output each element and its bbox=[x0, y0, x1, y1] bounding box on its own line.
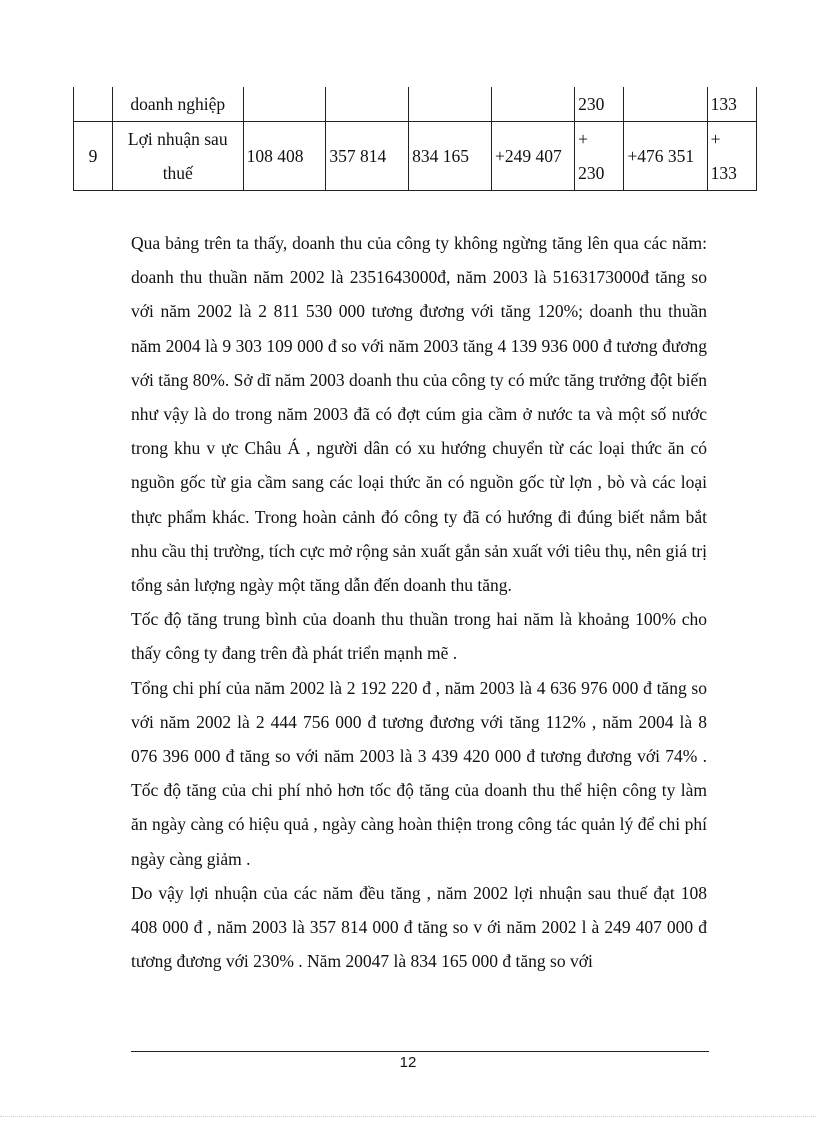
pct-value: 230 bbox=[578, 163, 605, 183]
cell-2003 bbox=[326, 87, 409, 122]
cell-pct1 bbox=[575, 122, 624, 191]
page-number: 12 bbox=[399, 1054, 417, 1071]
cell-2004: 834 165 bbox=[409, 122, 492, 191]
cell-2002: 108 408 bbox=[243, 122, 326, 191]
cell-2004 bbox=[409, 87, 492, 122]
pct-sign: + bbox=[578, 129, 589, 149]
paragraph: Tổng chi phí của năm 2002 là 2 192 220 đ , năm 2003 là 4 636 976 000 đ tăng so với năm 2002 là 2 444 756 000 đ tương đương với tăng 112% , năm 2004 là 8 076 396 000 đ tăng so với năm 2003 là 3 439 420 000 đ tương đương với 74% . Tốc độ tăng của chi phí nhỏ hơn tốc độ tăng của doanh thu thể hiện công ty làm ăn ngày càng có hiệu quả , ngày càng hoàn thiện trong công tác quản lý để chi phí ngày càng giảm . bbox=[131, 677, 707, 869]
name-line: thuế bbox=[162, 163, 193, 183]
body-text bbox=[131, 226, 707, 978]
financial-table-fragment bbox=[73, 87, 757, 191]
name-line: Lợi nhuận sau bbox=[127, 129, 228, 149]
paragraph: Do vậy lợi nhuận của các năm đều tăng , năm 2002 lợi nhuận sau thuế đạt 108 408 000 đ , năm 2003 là 357 814 000 đ tăng so v ới năm 2002 l à 249 407 000 đ tương đương với 230% . Năm 20047 là 834 165 000 đ tăng so với bbox=[131, 882, 707, 972]
table-row bbox=[74, 87, 757, 122]
cell-pct2: 133 bbox=[707, 87, 756, 122]
pct-value: 133 bbox=[710, 163, 737, 183]
paragraph: Qua bảng trên ta thấy, doanh thu của công ty không ngừng tăng lên qua các năm: doanh thu thuần năm 2002 là 2351643000đ, năm 2003 là 5163173000đ tăng so với năm 2002 là 2 811 530 000 tương đương với tăng 120%; doanh thu thuần năm 2004 là 9 303 109 000 đ so với năm 2003 tăng 4 139 936 000 đ tương đương với tăng 80%. Sở dĩ năm 2003 doanh thu của công ty có mức tăng trưởng đột biến như vậy là do trong năm 2003 đã có đợt cúm gia cầm ở nước ta và một số nước trong khu v ực Châu Á , người dân có xu hướng chuyển từ các loại thức ăn có nguồn gốc từ gia cầm sang các loại thức ăn có nguồn gốc từ lợn , bò và các loại thực phẩm khác. Trong hoàn cảnh đó công ty đã có hướng đi đúng biết nắm bắt nhu cầu thị trường, tích cực mở rộng sản xuất gắn sản xuất với tiêu thụ, nên giá trị tổng sản lượng ngày một tăng dẫn đến doanh thu tăng. bbox=[131, 233, 707, 596]
cell-name bbox=[112, 122, 243, 191]
cell-pct2 bbox=[707, 122, 756, 191]
footer-divider bbox=[131, 1051, 709, 1052]
page-edge-divider bbox=[0, 1116, 816, 1117]
cell-diff2 bbox=[624, 87, 707, 122]
cell-stt bbox=[74, 87, 113, 122]
pct-sign: + bbox=[710, 129, 721, 149]
cell-stt: 9 bbox=[74, 122, 113, 191]
cell-diff2: +476 351 bbox=[624, 122, 707, 191]
cell-diff1 bbox=[491, 87, 574, 122]
paragraph: Tốc độ tăng trung bình của doanh thu thuần trong hai năm là khoảng 100% cho thấy công ty đang trên đà phát triển mạnh mẽ . bbox=[131, 609, 707, 664]
cell-2002 bbox=[243, 87, 326, 122]
cell-pct1: 230 bbox=[575, 87, 624, 122]
cell-name: doanh nghiệp bbox=[112, 87, 243, 122]
cell-diff1: +249 407 bbox=[491, 122, 574, 191]
cell-2003: 357 814 bbox=[326, 122, 409, 191]
table-row bbox=[74, 122, 757, 191]
